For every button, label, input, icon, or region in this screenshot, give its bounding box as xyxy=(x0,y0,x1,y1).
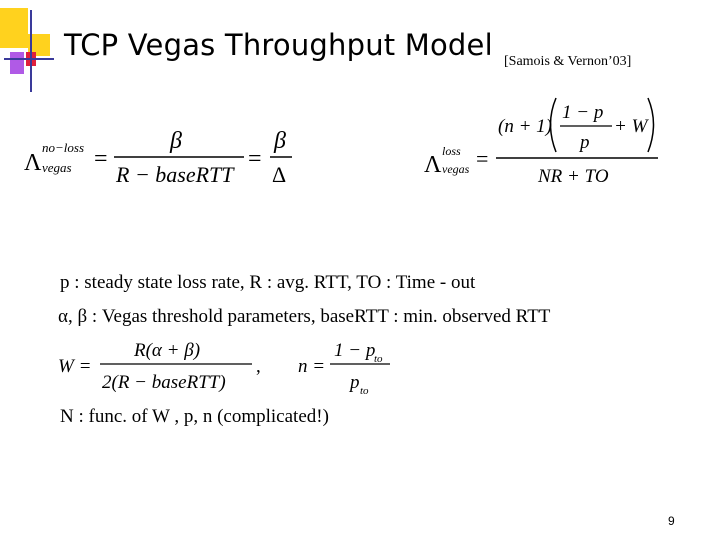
n-numerator: 1 − p xyxy=(334,340,376,361)
n-denominator: p xyxy=(350,372,360,393)
lambda-superscript: loss xyxy=(442,144,461,158)
numerator-prefix: (n + 1) xyxy=(498,116,552,137)
page-number: 9 xyxy=(668,514,675,528)
lambda-subscript: vegas xyxy=(42,160,72,175)
definition-line-1: p : steady state loss rate, R : avg. RTT, TO : Time - out xyxy=(60,272,476,293)
inner-numerator: 1 − p xyxy=(562,102,604,123)
equals-sign: = xyxy=(94,146,108,172)
slide-title: TCP Vegas Throughput Model xyxy=(64,28,493,62)
denominator-r-basertt: R − baseRTT xyxy=(116,162,234,187)
denominator-delta: Δ xyxy=(272,162,287,187)
lambda-subscript: vegas xyxy=(442,162,470,176)
w-comma: , xyxy=(256,356,261,377)
equals-sign: = xyxy=(476,146,489,171)
denominator-nr-to: NR + TO xyxy=(538,166,609,187)
equals-sign: = xyxy=(248,146,262,172)
w-denominator: 2(R − baseRTT) xyxy=(102,372,226,393)
inner-denominator: p xyxy=(580,132,590,153)
lambda-superscript: no−loss xyxy=(42,140,85,155)
definition-line-4: N : func. of W , p, n (complicated!) xyxy=(60,406,329,427)
inner-plus-w: + W xyxy=(614,116,648,137)
w-numerator: R(α + β) xyxy=(134,340,201,361)
lambda-symbol: Λ xyxy=(24,150,42,176)
w-lhs: W = xyxy=(58,356,92,377)
lambda-symbol: Λ xyxy=(424,152,442,178)
n-numerator-sub: to xyxy=(374,353,383,365)
n-denominator-sub: to xyxy=(360,385,369,397)
definition-line-2: α, β : Vegas threshold parameters, baseRTT : min. observed RTT xyxy=(58,306,551,327)
citation: [Samois & Vernon’03] xyxy=(504,54,632,69)
numerator-beta: β xyxy=(274,128,286,154)
n-lhs: n = xyxy=(298,356,326,377)
numerator-beta: β xyxy=(170,128,182,154)
